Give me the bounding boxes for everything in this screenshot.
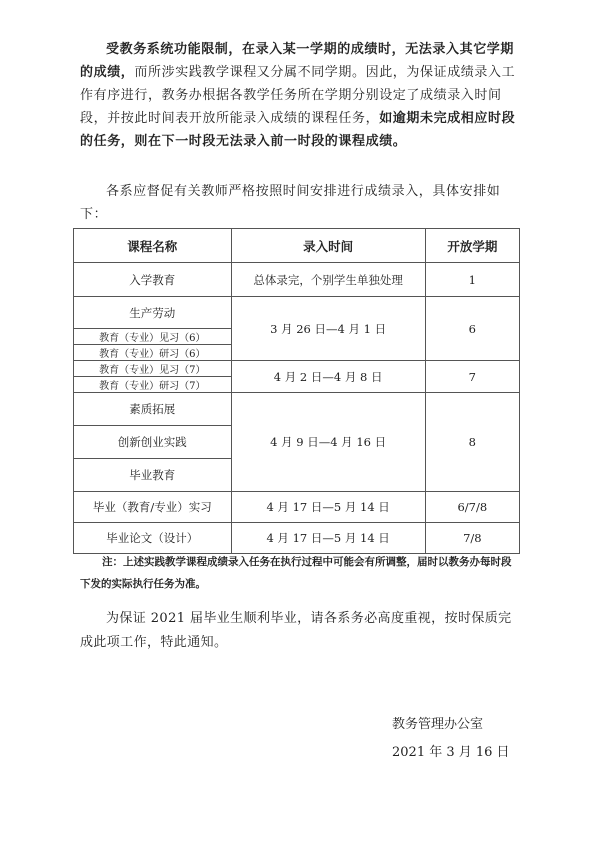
header-course-name: 课程名称 [74,229,232,263]
course-cell: 教育（专业）研习（7） [74,377,232,393]
course-cell: 教育（专业）见习（6） [74,329,232,345]
table-note [80,551,520,595]
note-text: 注：上述实践教学课程成绩录入任务在执行过程中可能会有所调整，届时以教务办每时段下发的实际执行任务为准。 [80,556,512,590]
intro-paragraph [80,38,520,153]
time-cell: 4 月 9 日—4 月 16 日 [231,393,425,492]
course-cell: 创新创业实践 [74,426,232,459]
course-cell: 素质拓展 [74,393,232,426]
term-cell: 7/8 [425,523,519,554]
term-cell: 1 [425,263,519,297]
term-cell: 6/7/8 [425,492,519,523]
course-cell: 入学教育 [74,263,232,297]
course-cell: 教育（专业）见习（7） [74,361,232,377]
issuing-office: 教务管理办公室 [392,717,484,732]
instruction-paragraph [80,180,520,226]
instruction-text: 各系应督促有关教师严格按照时间安排进行成绩录入，具体安排如下： [80,184,501,222]
term-cell: 8 [425,393,519,492]
table-row [74,523,520,554]
header-entry-time: 录入时间 [231,229,425,263]
issue-date: 2021 年 3 月 16 日 [392,745,510,760]
table-row [74,492,520,523]
closing-paragraph [80,607,520,655]
time-cell: 3 月 26 日—4 月 1 日 [231,297,425,361]
course-cell: 教育（专业）研习（6） [74,345,232,361]
term-cell: 6 [425,297,519,361]
header-open-term: 开放学期 [425,229,519,263]
table-row [74,297,520,329]
table-row [74,263,520,297]
course-cell: 生产劳动 [74,297,232,329]
time-cell: 4 月 2 日—4 月 8 日 [231,361,425,393]
time-cell: 4 月 17 日—5 月 14 日 [231,523,425,554]
course-cell: 毕业论文（设计） [74,523,232,554]
time-cell: 总体录完，个别学生单独处理 [231,263,425,297]
term-cell: 7 [425,361,519,393]
schedule-table [73,228,520,554]
intro-normal-text: 而所涉实践教学课程又分属不同学期。因此，为保证成绩录入工作有序进行，教务办根据各教学任务所在学期分别设定了成绩录入时间段，并按此时间表开放所能录入成绩的课程任务， [80,65,516,126]
time-cell: 4 月 17 日—5 月 14 日 [231,492,425,523]
table-row [74,361,520,377]
table-row [74,393,520,426]
course-cell: 毕业教育 [74,459,232,492]
intro-bold-end: 如逾期未完成相应时段的任务，则在下一时段无法录入前一时段的课程成绩。 [80,111,516,149]
course-cell: 毕业（教育/专业）实习 [74,492,232,523]
closing-text: 为保证 2021 届毕业生顺利毕业，请各系务必高度重视，按时保质完成此项工作，特此通知。 [80,611,512,650]
table-header-row [74,229,520,263]
intro-bold-start: 受教务系统功能限制，在录入某一学期的成绩时，无法录入其它学期的成绩， [80,42,515,80]
